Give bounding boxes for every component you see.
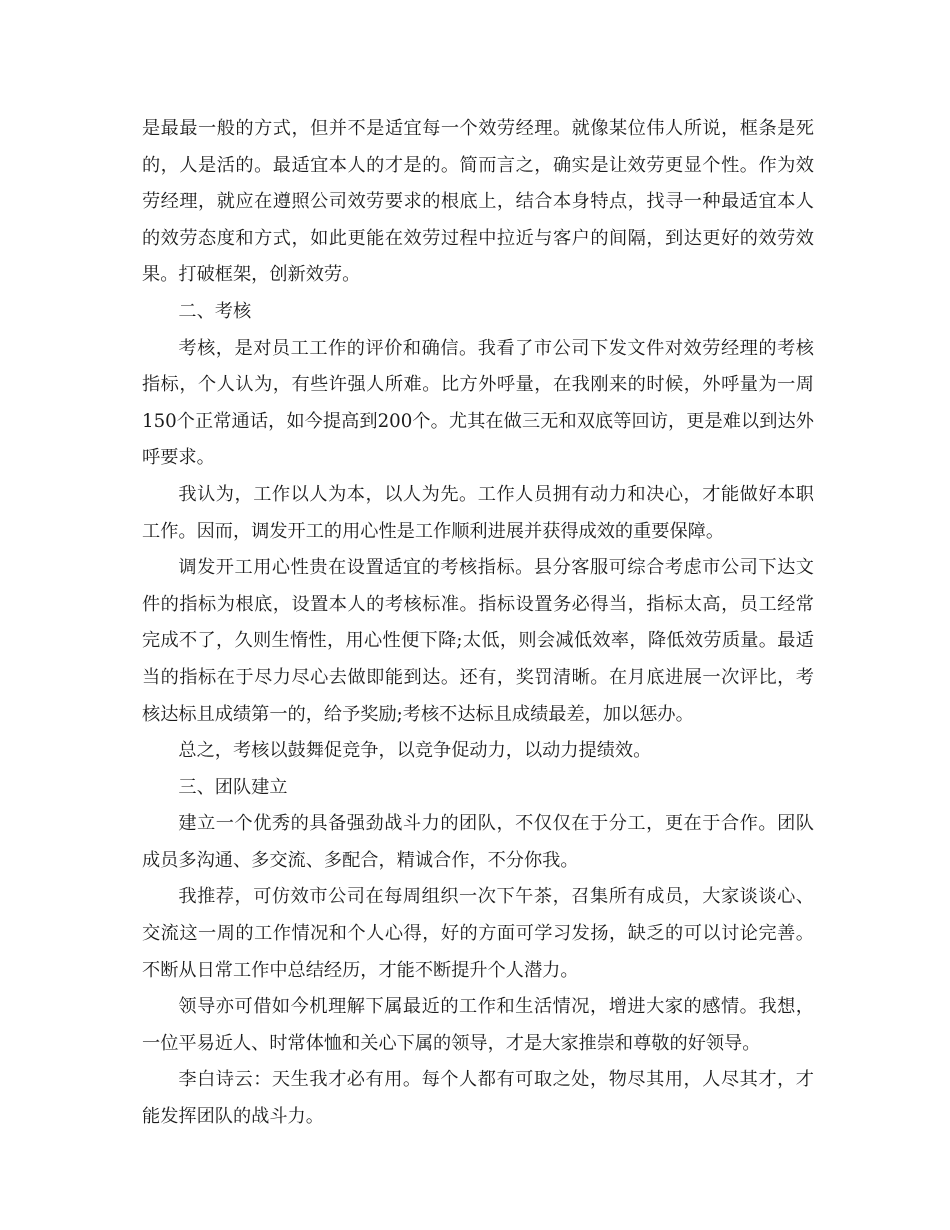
paragraph-assessment-indicators: 调发开工用心性贵在设置适宜的考核指标。县分客服可综合考虑市公司下达文件的指标为根底，设置本人的考核标准。指标设置务必得当，指标太高，员工经常完成不了，久则生惰性，用心性便下降;太低，则会减低效率，降低效劳质量。最适当的指标在于尽力尽心去做即能到达。还有，奖罚清晰。在月底进展一次评比，考核达标且成绩第一的，给予奖励;考核不达标且成绩最差，加以惩办。 [142, 557, 814, 725]
paragraph-assessment-intro: 考核，是对员工工作的评价和确信。我看了市公司下发文件对效劳经理的考核指标，个人认为，有些许强人所难。比方外呼量，在我刚来的时候，外呼量为一周150个正常通话，如今提高到200个。尤其在做三无和双底等回访，更是难以到达外呼要求。 [142, 337, 814, 469]
section-heading-team-building: 三、团队建立 [178, 776, 288, 798]
paragraph-team-cooperation: 建立一个优秀的具备强劲战斗力的团队，不仅仅在于分工，更在于合作。团队成员多沟通、多交流、多配合，精诚合作，不分你我。 [142, 813, 814, 871]
paragraph-continuation: 是最最一般的方式，但并不是适宜每一个效劳经理。就像某位伟人所说，框条是死的，人是活的。最适宜本人的才是的。简而言之，确实是让效劳更显个性。作为效劳经理，就应在遵照公司效劳要求的根底上，结合本身特点，找寻一种最适宜本人的效劳态度和方式，如此更能在效劳过程中拉近与客户的间隔，到达更好的效劳效果。打破框架，创新效劳。 [142, 118, 814, 286]
paragraph-afternoon-tea: 我推荐，可仿效市公司在每周组织一次下午茶，召集所有成员，大家谈谈心、交流这一周的工作情况和个人心得，好的方面可学习发扬，缺乏的可以讨论完善。不断从日常工作中总结经历，才能不断提升个人潜力。 [142, 886, 814, 981]
section-heading-assessment: 二、考核 [178, 300, 252, 322]
paragraph-assessment-summary: 总之，考核以鼓舞促竞争，以竞争促动力，以动力提绩效。 [178, 740, 652, 762]
paragraph-people-first: 我认为，工作以人为本，以人为先。工作人员拥有动力和决心，才能做好本职工作。因而，调发开工的用心性是工作顺利进展并获得成效的重要保障。 [142, 483, 814, 542]
document-page [142, 111, 814, 1136]
paragraph-li-bai-quote: 李白诗云：天生我才必有用。每个人都有可取之处，物尽其用，人尽其才，才能发挥团队的战斗力。 [142, 1069, 814, 1128]
paragraph-leadership: 领导亦可借如今机理解下属最近的工作和生活情况，增进大家的感情。我想，一位平易近人、时常体恤和关心下属的领导，才是大家推崇和尊敬的好领导。 [142, 996, 814, 1054]
